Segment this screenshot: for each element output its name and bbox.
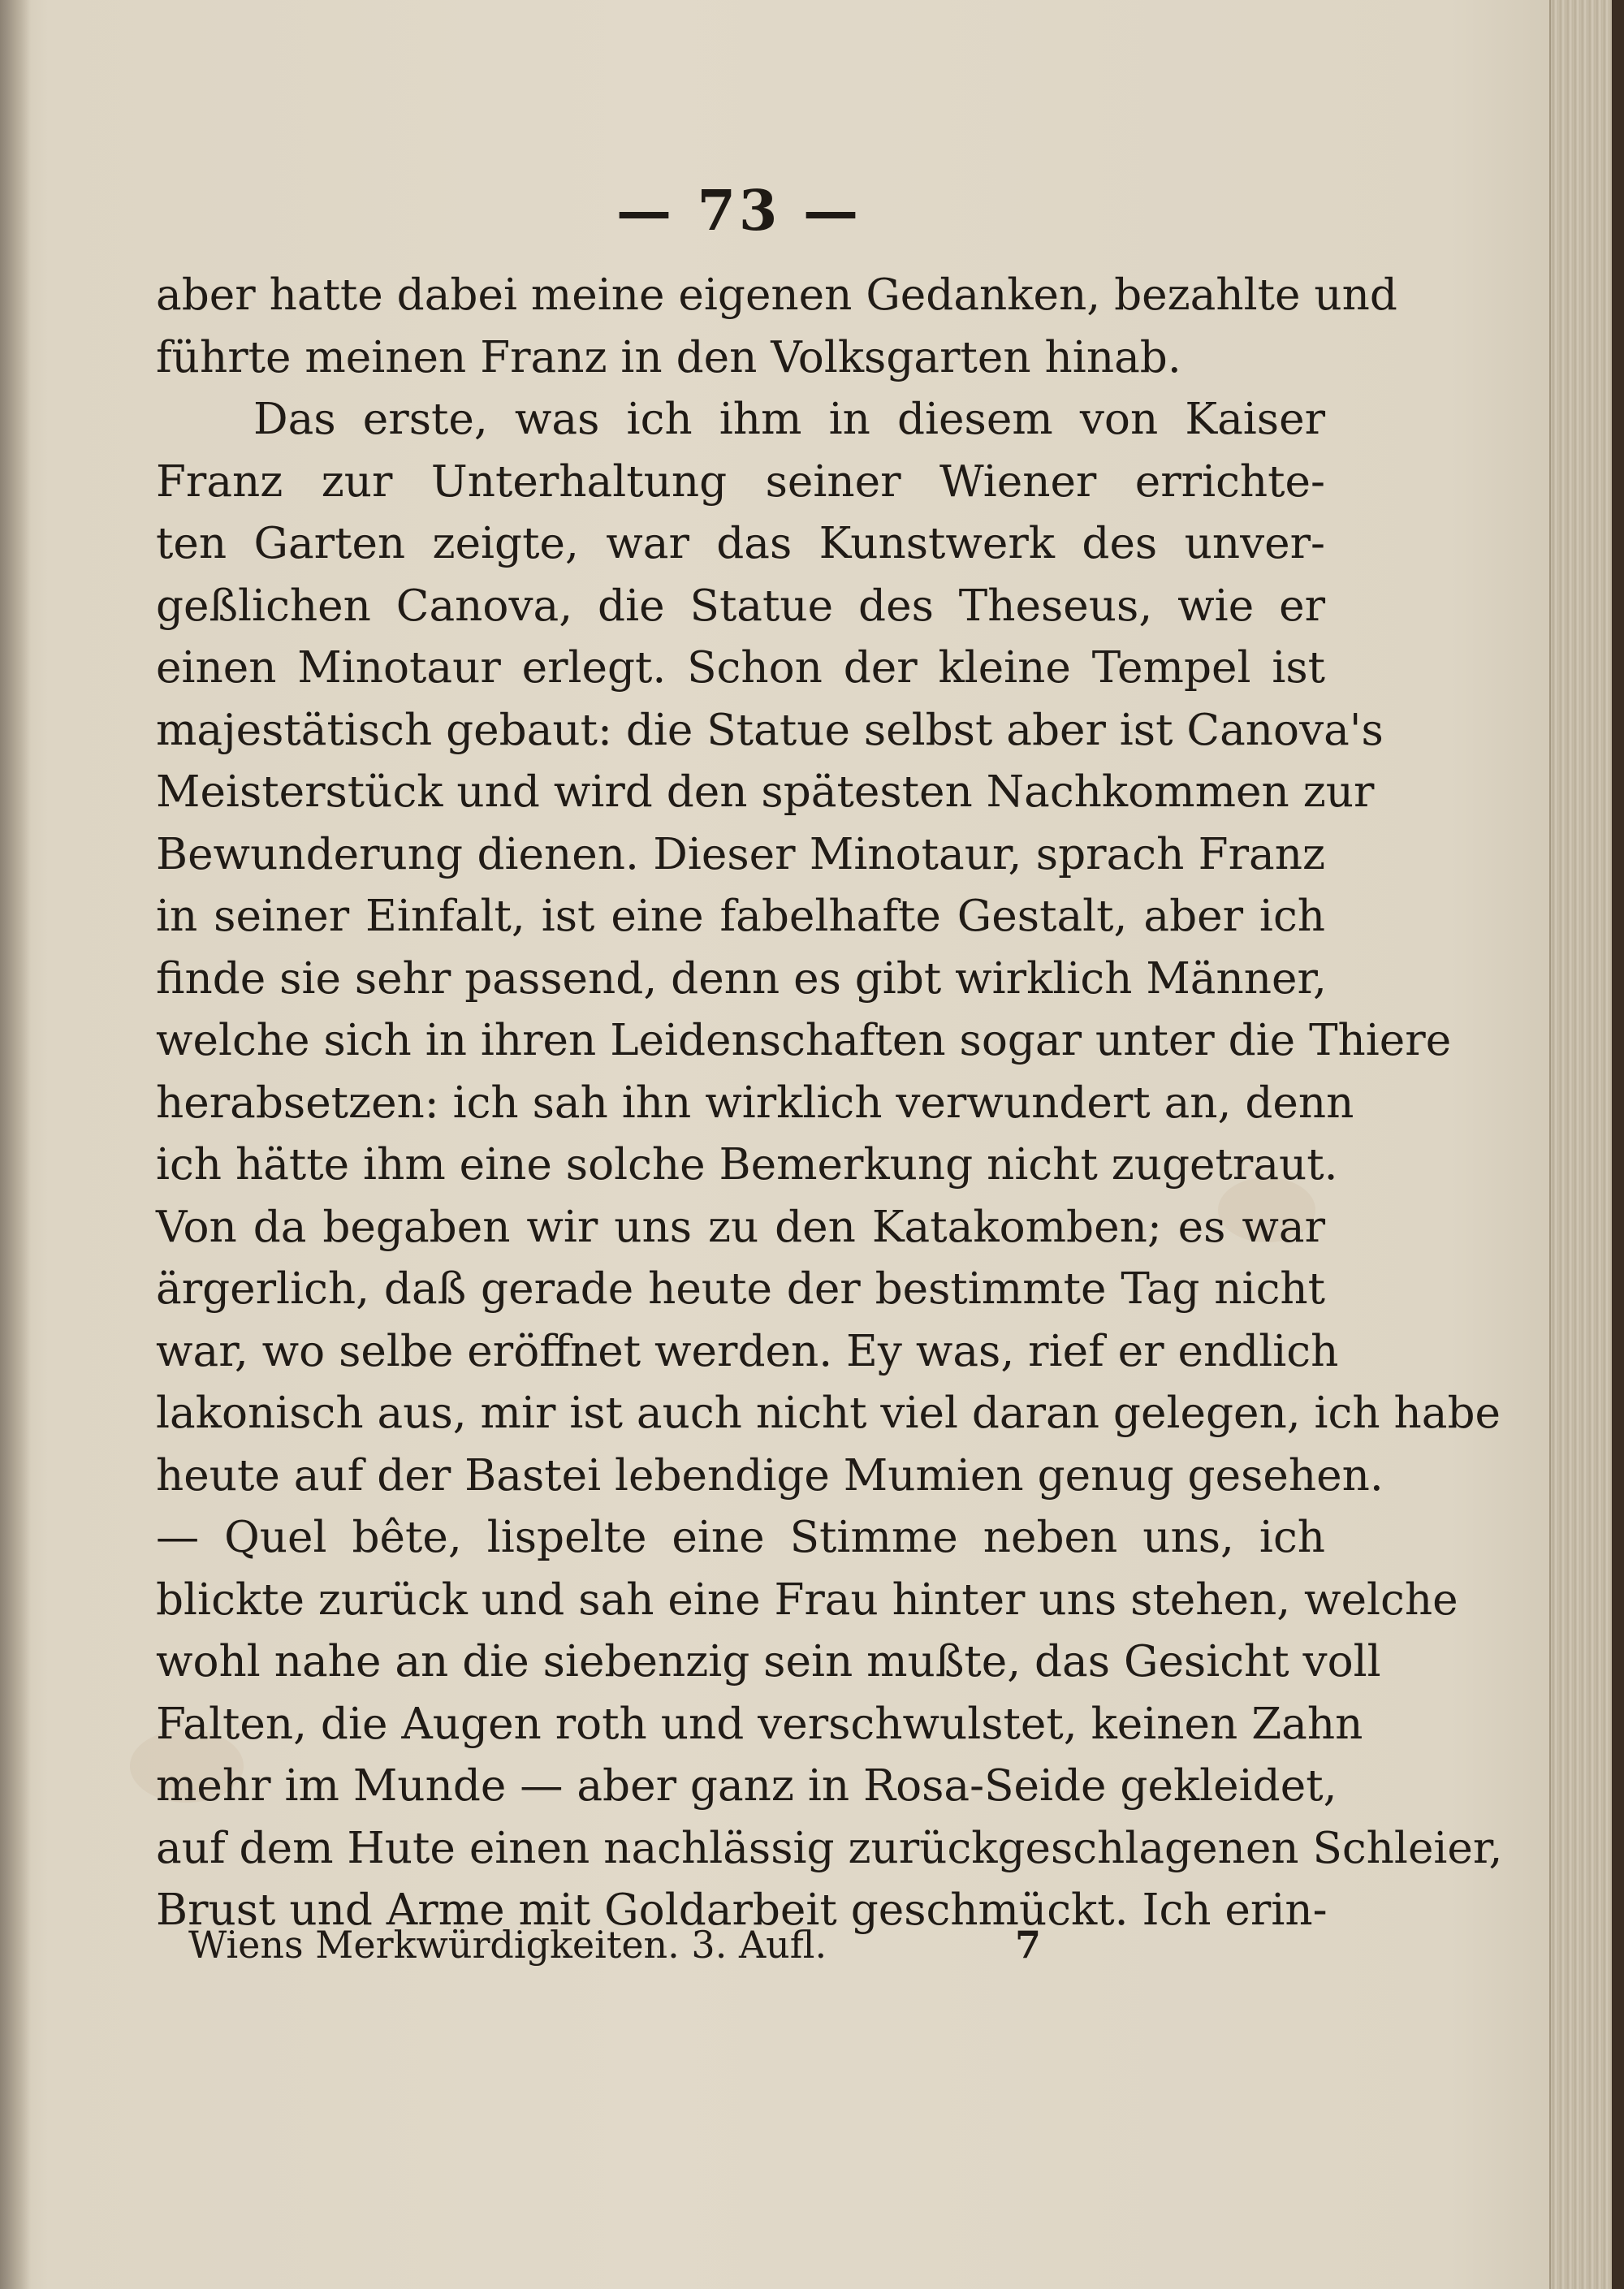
- text-line: Bewunderung dienen. Dieser Minotaur, sprach Franz: [156, 828, 1325, 879]
- text-line: ten Garten zeigte, war das Kunstwerk des unver-: [156, 518, 1325, 568]
- text-line: — Quel bête, lispelte eine Stimme neben uns, ich: [156, 1512, 1325, 1562]
- text-line: heute auf der Bastei lebendige Mumien genug gesehen.: [156, 1449, 1384, 1501]
- text-line: welche sich in ihren Leidenschaften sogar unter die Thiere: [156, 1015, 1452, 1065]
- text-line: Falten, die Augen roth und verschwulstet, keinen Zahn: [156, 1698, 1363, 1749]
- text-line: in seiner Einfalt, ist eine fabelhafte Gestalt, aber ich: [156, 891, 1325, 941]
- text-line: führte meinen Franz in den Volksgarten hinab.: [156, 331, 1181, 382]
- text-line: Franz zur Unterhaltung seiner Wiener errichte-: [156, 456, 1325, 507]
- text-line: wohl nahe an die siebenzig sein mußte, das Gesicht voll: [156, 1636, 1381, 1687]
- text-line: war, wo selbe eröffnet werden. Ey was, rief er endlich: [156, 1325, 1339, 1376]
- signature-line: [188, 1923, 1041, 1980]
- text-line: herabsetzen: ich sah ihn wirklich verwundert an, denn: [156, 1077, 1354, 1128]
- signature-title: Wiens Merkwürdigkeiten. 3. Aufl.: [188, 1923, 827, 1967]
- text-line: einen Minotaur erlegt. Schon der kleine Tempel ist: [156, 642, 1325, 693]
- text-line: mehr im Munde — aber ganz in Rosa-Seide gekleidet,: [156, 1760, 1337, 1811]
- text-line: Das erste, was ich ihm in diesem von Kaiser: [253, 394, 1325, 444]
- text-line: Meisterstück und wird den spätesten Nachkommen zur: [156, 767, 1375, 817]
- text-line: majestätisch gebaut: die Statue selbst aber ist Canova's: [156, 704, 1384, 755]
- text-line: geßlichen Canova, die Statue des Theseus, wie er: [156, 580, 1325, 631]
- page-number-header: — 73 —: [616, 179, 862, 244]
- text-line: blickte zurück und sah eine Frau hinter uns stehen, welche: [156, 1574, 1458, 1625]
- gutter-shadow: [0, 0, 31, 2289]
- text-line: Von da begaben wir uns zu den Katakomben; es war: [156, 1201, 1325, 1252]
- text-line: finde sie sehr passend, denn es gibt wirklich Männer,: [156, 952, 1327, 1004]
- text-line: auf dem Hute einen nachlässig zurückgeschlagenen Schleier,: [156, 1822, 1503, 1873]
- page-edge: [1549, 0, 1612, 2289]
- text-line: lakonisch aus, mir ist auch nicht viel daran gelegen, ich habe: [156, 1388, 1501, 1438]
- text-line: Brust und Arme mit Goldarbeit geschmückt. Ich erin-: [156, 1885, 1328, 1935]
- text-line: ich hätte ihm eine solche Bemerkung nicht zugetraut.: [156, 1139, 1338, 1190]
- text-line: ärgerlich, daß gerade heute der bestimmte Tag nicht: [156, 1263, 1325, 1314]
- text-line: aber hatte dabei meine eigenen Gedanken, bezahlte und: [156, 270, 1397, 320]
- body-text: [156, 264, 1503, 1941]
- signature-number: 7: [1015, 1923, 1042, 1967]
